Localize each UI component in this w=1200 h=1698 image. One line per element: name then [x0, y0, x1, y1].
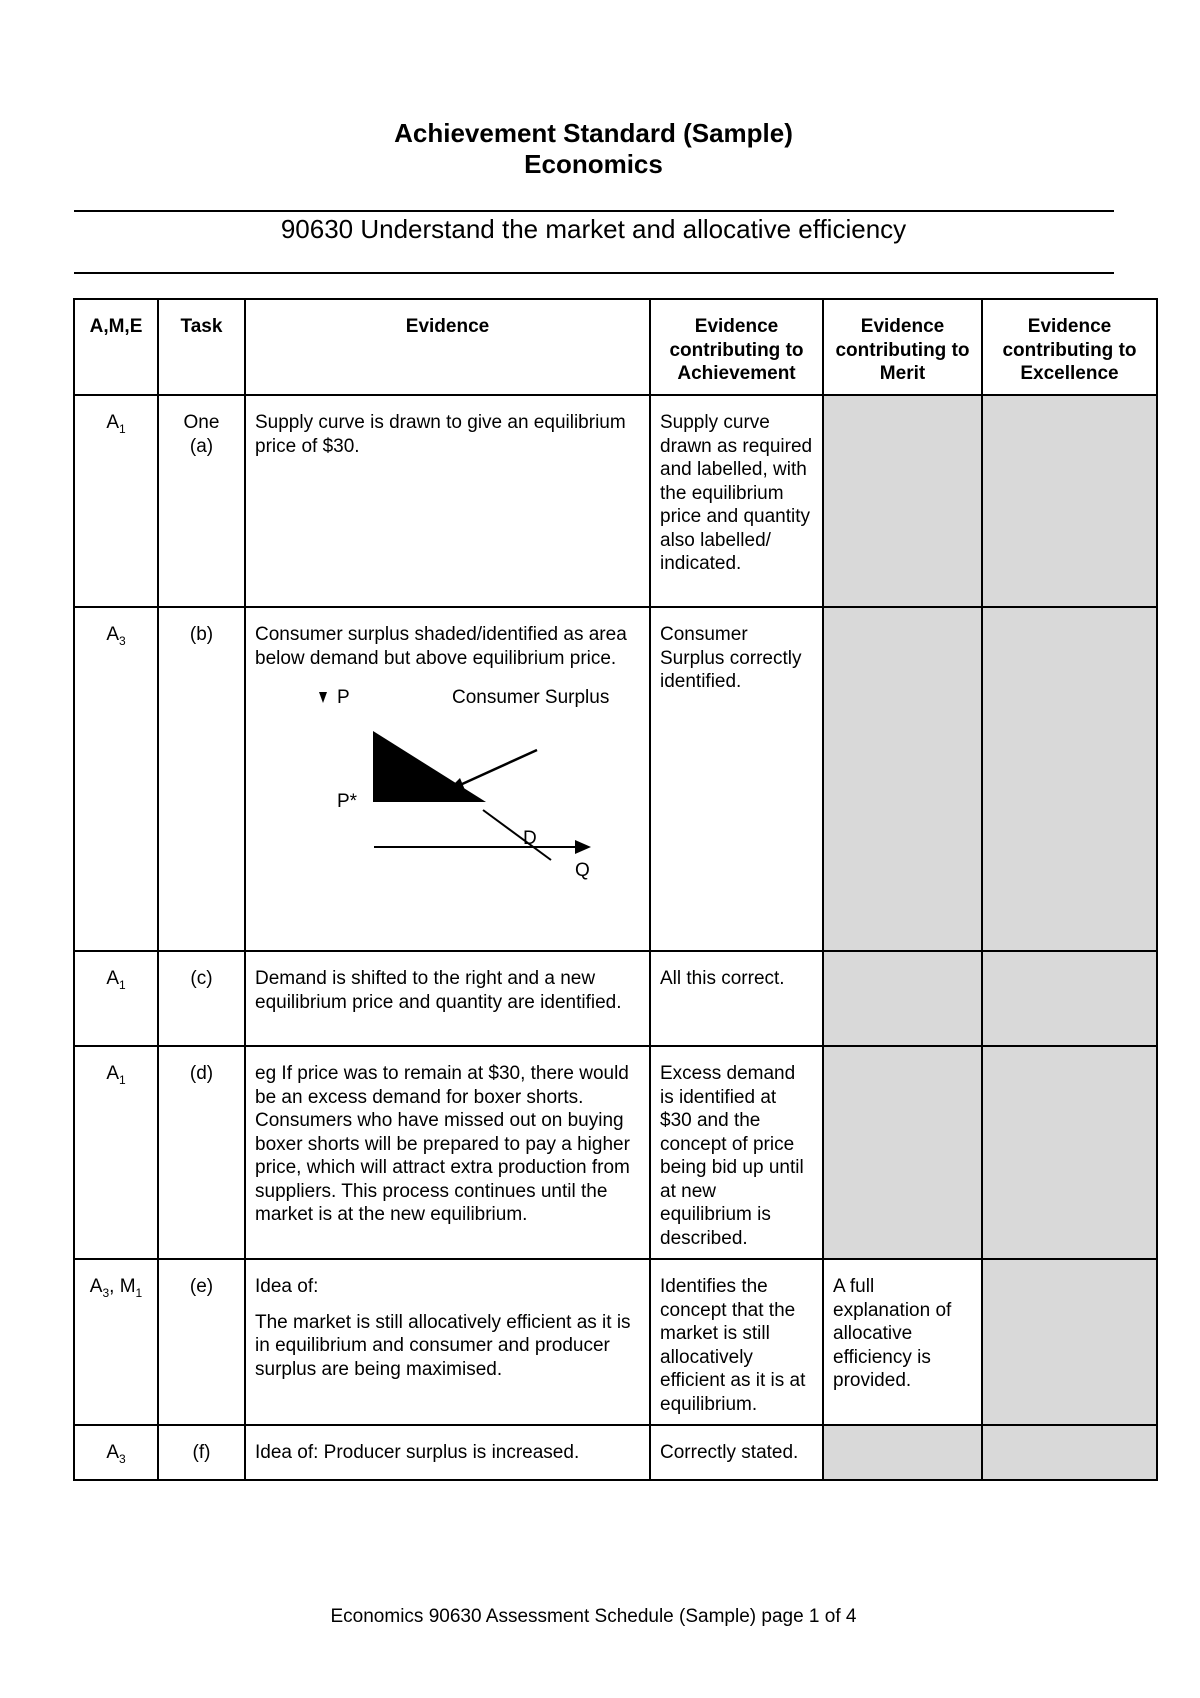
price-axis-arrowhead — [319, 692, 327, 703]
header-task: Task — [158, 299, 245, 395]
p-star-label: P* — [337, 791, 358, 812]
excellence-cell — [982, 607, 1157, 951]
p-label: P — [337, 687, 350, 708]
page-footer: Economics 90630 Assessment Schedule (Sample) page 1 of 4 — [330, 1606, 857, 1627]
task-cell: (c) — [158, 951, 245, 1046]
task-cell: One (a) — [158, 395, 245, 607]
evidence-cell: eg If price was to remain at $30, there would be an excess demand for boxer shorts. Consumers who have missed out on buying boxer shorts will be prepared to pay a higher price, which will attract extra production from suppliers. This process continues until the market is at the new equilibrium. — [245, 1046, 650, 1259]
d-label: D — [523, 828, 537, 849]
q-label: Q — [575, 860, 590, 881]
achievement-cell: Correctly stated. — [650, 1425, 823, 1480]
quantity-axis-arrowhead — [575, 840, 591, 854]
excellence-cell — [982, 1046, 1157, 1259]
table-row — [74, 951, 1157, 1046]
table-row — [74, 395, 1157, 607]
merit-cell — [823, 1046, 982, 1259]
task-cell: (f) — [158, 1425, 245, 1480]
consumer-surplus-graph — [255, 684, 635, 906]
merit-cell — [823, 1425, 982, 1480]
table-row — [74, 1425, 1157, 1480]
ame-cell: $A_1$ — [74, 395, 158, 607]
achievement-cell: Supply curve drawn as required and labelled, with the equilibrium price and quantity also labelled/ indicated. — [650, 395, 823, 607]
table-header-row — [74, 299, 1157, 395]
document-subject: Economics — [524, 149, 663, 179]
bottom-rule — [74, 272, 1114, 274]
consumer-surplus-diagram — [255, 684, 635, 906]
assessment-schedule-table — [73, 298, 1158, 1481]
ame-cell: $A_3$, $M_1$ — [74, 1259, 158, 1425]
header-merit: Evidence contributing to Merit — [823, 299, 982, 395]
excellence-cell — [982, 951, 1157, 1046]
consumer-surplus-label: Consumer Surplus — [452, 687, 610, 708]
header-excellence: Evidence contributing to Excellence — [982, 299, 1157, 395]
task-cell: (d) — [158, 1046, 245, 1259]
excellence-cell — [982, 395, 1157, 607]
achievement-cell: Identifies the concept that the market is still allocatively efficient as it is at equilibrium. — [650, 1259, 823, 1425]
demand-curve-tail — [483, 810, 551, 860]
merit-cell — [823, 395, 982, 607]
table-row — [74, 607, 1157, 951]
evidence-cell — [245, 1259, 650, 1425]
evidence-cell — [245, 607, 650, 951]
merit-cell: A full explanation of allocative efficiency is provided. — [823, 1259, 982, 1425]
merit-cell — [823, 607, 982, 951]
task-cell: (b) — [158, 607, 245, 951]
header-achievement: Evidence contributing to Achievement — [650, 299, 823, 395]
evidence-cell: Idea of: Producer surplus is increased. — [245, 1425, 650, 1480]
evidence-cell: Demand is shifted to the right and a new equilibrium price and quantity are identified. — [245, 951, 650, 1046]
header-ame: A,M,E — [74, 299, 158, 395]
excellence-cell — [982, 1425, 1157, 1480]
standard-title: 90630 Understand the market and allocative efficiency — [280, 214, 907, 244]
document-title: Achievement Standard (Sample) — [394, 118, 793, 148]
table-row — [74, 1259, 1157, 1425]
achievement-cell: All this correct. — [650, 951, 823, 1046]
header-evidence: Evidence — [245, 299, 650, 395]
evidence-text: Consumer surplus shaded/identified as area below demand but above equilibrium price. — [255, 624, 627, 669]
surplus-pointer-line — [460, 750, 537, 785]
achievement-cell: Consumer Surplus correctly identified. — [650, 607, 823, 951]
task-cell: (e) — [158, 1259, 245, 1425]
achievement-cell: Excess demand is identified at $30 and the concept of price being bid up until at new equilibrium is described. — [650, 1046, 823, 1259]
table-row — [74, 1046, 1157, 1259]
evidence-cell: Supply curve is drawn to give an equilibrium price of $30. — [245, 395, 650, 607]
excellence-cell — [982, 1259, 1157, 1425]
ame-cell: $A_3$ — [74, 607, 158, 951]
evidence-text: The market is still allocatively efficient as it is in equilibrium and consumer and producer surplus are being maximised. — [255, 1311, 631, 1380]
consumer-surplus-area — [373, 731, 486, 802]
ame-cell: $A_1$ — [74, 951, 158, 1046]
evidence-intro: Idea of: — [255, 1276, 319, 1297]
ame-cell: $A_1$ — [74, 1046, 158, 1259]
top-rule — [74, 210, 1114, 212]
ame-cell: $A_3$ — [74, 1425, 158, 1480]
merit-cell — [823, 951, 982, 1046]
